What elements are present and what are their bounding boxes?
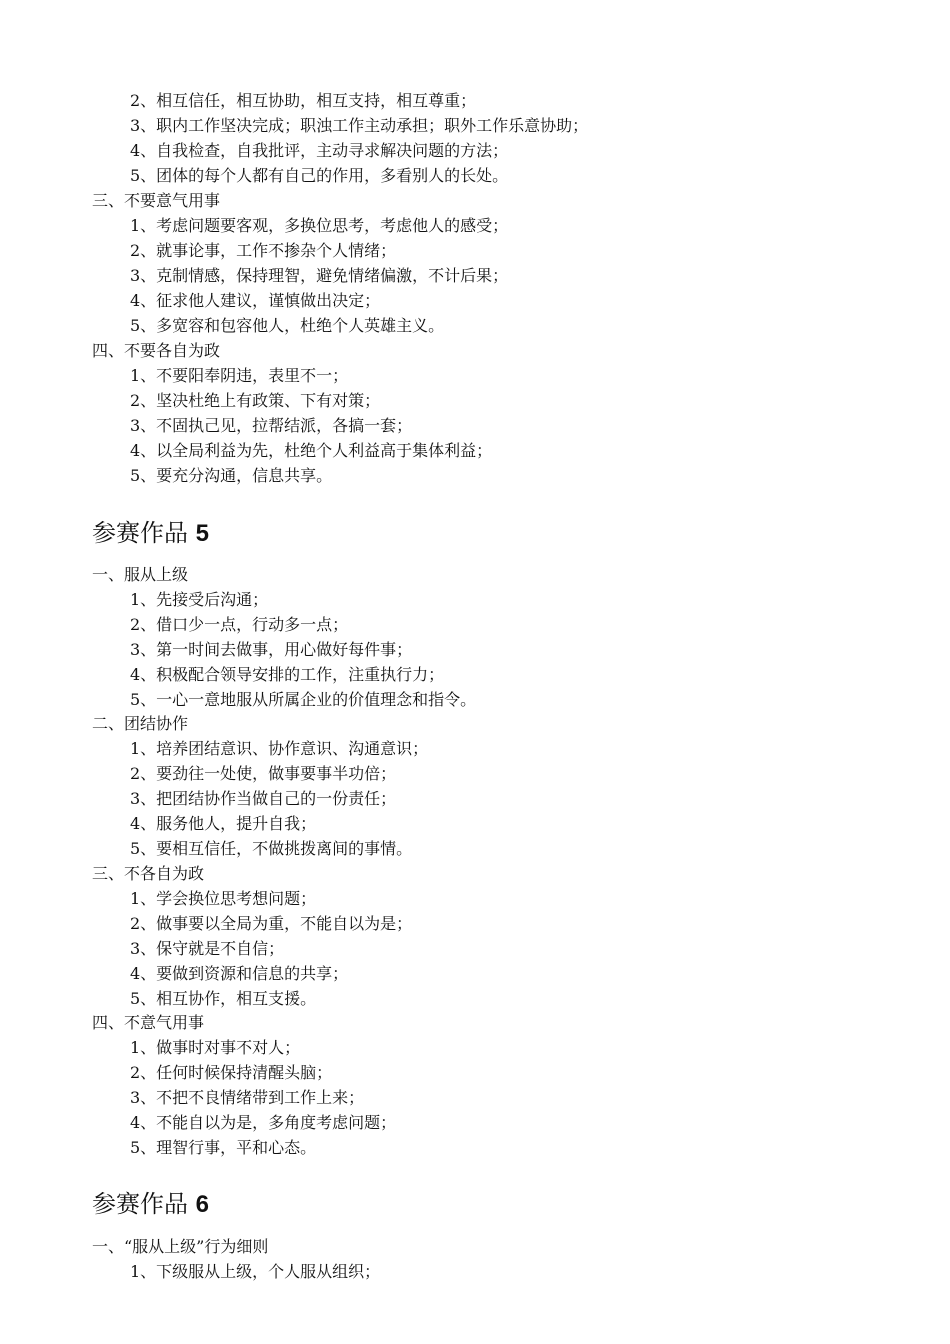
list-item: 5、一心一意地服从所属企业的价值理念和指令。 [130, 690, 477, 709]
list-item: 2、相互信任，相互协助，相互支持，相互尊重； [130, 91, 477, 110]
entry-heading [92, 1189, 209, 1220]
list-item: 4、要做到资源和信息的共享； [130, 964, 349, 983]
entry-heading-text: 参赛作品 [92, 519, 188, 547]
list-item: 3、不固执己见，拉帮结派，各搞一套； [130, 416, 413, 435]
list-item: 5、要相互信任，不做挑拨离间的事情。 [130, 839, 413, 858]
list-item: 5、要充分沟通，信息共享。 [130, 466, 333, 485]
list-item: 1、考虑问题要客观，多换位思考，考虑他人的感受； [130, 216, 509, 235]
list-item: 1、做事时对事不对人； [130, 1038, 301, 1057]
list-item: 3、把团结协作当做自己的一份责任； [130, 789, 397, 808]
list-item: 3、不把不良情绪带到工作上来； [130, 1088, 365, 1107]
entry-heading-text: 参赛作品 [92, 1190, 188, 1218]
section-heading: 三、不各自为政 [92, 864, 205, 883]
list-item: 3、保守就是不自信； [130, 939, 285, 958]
entry-heading-number: 5 [195, 520, 209, 547]
section-heading: 一、服从上级 [92, 565, 189, 584]
list-item: 2、任何时候保持清醒头脑； [130, 1063, 333, 1082]
list-item: 3、职内工作坚决完成；职浊工作主动承担；职外工作乐意协助； [130, 116, 589, 135]
section-heading: 四、不要各自为政 [92, 341, 221, 360]
list-item: 4、征求他人建议，谨慎做出决定； [130, 291, 381, 310]
list-item: 2、坚决杜绝上有政策、下有对策； [130, 391, 381, 410]
list-item: 2、做事要以全局为重，不能自以为是； [130, 914, 413, 933]
list-item: 4、自我检查，自我批评，主动寻求解决问题的方法； [130, 141, 509, 160]
list-item: 2、借口少一点，行动多一点； [130, 615, 349, 634]
list-item: 1、培养团结意识、协作意识、沟通意识； [130, 739, 429, 758]
list-item: 5、理智行事，平和心态。 [130, 1138, 317, 1157]
list-item: 2、要劲往一处使，做事要事半功倍； [130, 764, 397, 783]
section-heading: 一、“服从上级”行为细则 [92, 1237, 269, 1256]
list-item: 1、不要阳奉阴违，表里不一； [130, 366, 349, 385]
list-item: 5、相互协作，相互支援。 [130, 989, 317, 1008]
entry-heading [92, 518, 209, 549]
list-item: 1、下级服从上级，个人服从组织； [130, 1262, 381, 1281]
list-item: 4、以全局利益为先，杜绝个人利益高于集体利益； [130, 441, 493, 460]
section-heading: 三、不要意气用事 [92, 191, 221, 210]
list-item: 3、克制情感，保持理智，避免情绪偏激，不计后果； [130, 266, 509, 285]
section-heading: 二、团结协作 [92, 714, 189, 733]
list-item: 4、不能自以为是，多角度考虑问题； [130, 1113, 397, 1132]
section-heading: 四、不意气用事 [92, 1013, 205, 1032]
list-item: 5、多宽容和包容他人，杜绝个人英雄主义。 [130, 316, 445, 335]
list-item: 5、团体的每个人都有自己的作用，多看别人的长处。 [130, 166, 509, 185]
entry-heading-number: 6 [195, 1191, 209, 1218]
list-item: 3、第一时间去做事，用心做好每件事； [130, 640, 413, 659]
list-item: 4、积极配合领导安排的工作，注重执行力； [130, 665, 445, 684]
list-item: 1、先接受后沟通； [130, 590, 269, 609]
list-item: 4、服务他人，提升自我； [130, 814, 317, 833]
list-item: 2、就事论事，工作不掺杂个人情绪； [130, 241, 397, 260]
list-item: 1、学会换位思考想问题； [130, 889, 317, 908]
